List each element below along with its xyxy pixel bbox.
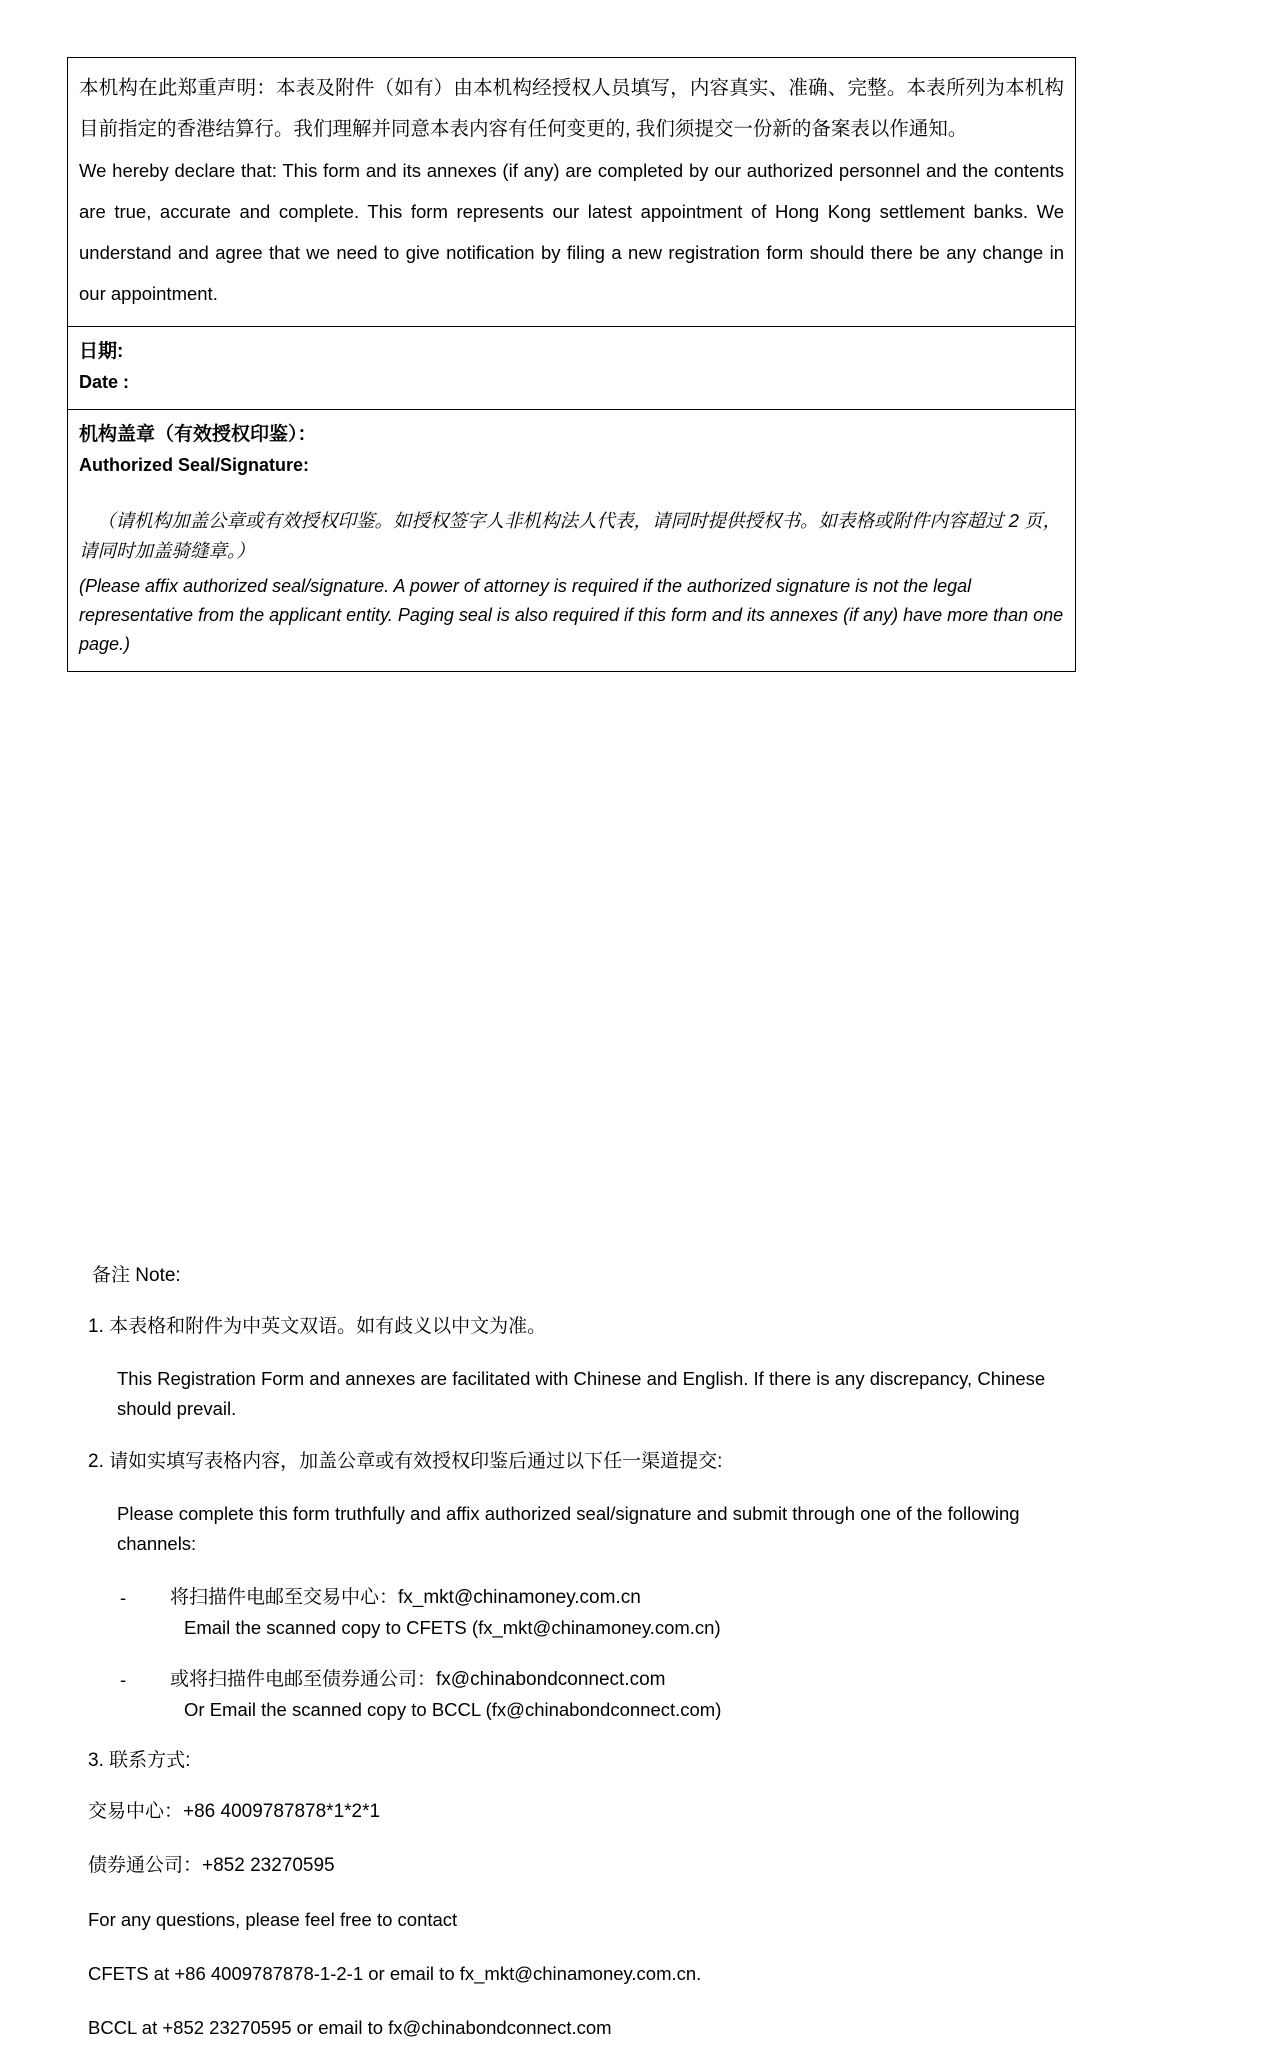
note-1-english-block (117, 1364, 1077, 1424)
channel-1-chinese: 将扫描件电邮至交易中心：fx_mkt@chinamoney.com.cn (170, 1587, 641, 1608)
submission-channel-item (120, 1583, 1077, 1643)
contact-cfets-phone-chinese: 交易中心：+86 4009787878*1*2*1 (88, 1801, 381, 1822)
date-cell[interactable] (68, 327, 1075, 409)
channel-1-english: Email the scanned copy to CFETS (fx_mkt@chinamoney.com.cn) (184, 1617, 721, 1638)
date-label-english: Date : (79, 372, 130, 392)
note-2-english: Please complete this form truthfully and affix authorized seal/signature and submit through one of the following channels: (117, 1503, 1020, 1554)
contact-cfets-english: CFETS at +86 4009787878-1-2-1 or email to fx_mkt@chinamoney.com.cn. (88, 1963, 702, 1984)
contact-bccl-phone-chinese: 债券通公司：+852 23270595 (88, 1855, 335, 1876)
seal-instruction-chinese: （请机构加盖公章或有效授权印鉴。如授权签字人非机构法人代表，请同时提供授权书。如表格或附件内容超过 2 页，请同时加盖骑缝章。） (79, 510, 1062, 561)
submission-channel-text (170, 1583, 1077, 1643)
contact-bccl-english: BCCL at +852 23270595 or email to fx@chinabondconnect.com (88, 2017, 612, 2038)
declaration-table (67, 57, 1076, 672)
seal-cell[interactable] (68, 410, 1075, 671)
declaration-row (68, 58, 1075, 327)
date-label-chinese: 日期: (79, 341, 124, 362)
seal-instruction-english: (Please affix authorized seal/signature. A power of attorney is required if the authorized signature is not the legal representative from the applicant entity. Paging seal is also required if this form and its annexes (if any) have more than one page.) (79, 576, 1064, 654)
notes-heading: 备注 Note: (92, 1265, 181, 1286)
declaration-english-text: We hereby declare that: This form and its annexes (if any) are completed by our authorized personnel and the contents are true, accurate and complete. This form represents our latest appointment of Hong Kong settlement banks. We understand and agree that we need to give notification by filing a new registration form should there be any change in our appointment. (79, 160, 1064, 304)
submission-channel-item (120, 1665, 1077, 1725)
note-2-english-block (117, 1499, 1077, 1559)
notes-section (67, 1262, 1077, 2068)
note-2-chinese: 2. 请如实填写表格内容，加盖公章或有效授权印鉴后通过以下任一渠道提交: (88, 1451, 723, 1472)
note-1-chinese: 1. 本表格和附件为中英文双语。如有歧义以中文为准。 (88, 1316, 547, 1337)
seal-label-chinese: 机构盖章（有效授权印鉴）： (79, 424, 317, 445)
note-1-english: This Registration Form and annexes are facilitated with Chinese and English. If there is any discrepancy, Chinese should prevail. (117, 1368, 1046, 1419)
dash-bullet-icon: - (120, 1587, 127, 1608)
seal-row (68, 410, 1075, 671)
contact-intro-english: For any questions, please feel free to contact (88, 1909, 458, 1930)
seal-label-english: Authorized Seal/Signature: (79, 455, 310, 475)
note-3-chinese: 3. 联系方式: (88, 1750, 191, 1771)
channel-2-chinese: 或将扫描件电邮至债券通公司：fx@chinabondconnect.com (170, 1669, 666, 1690)
submission-channel-text (170, 1665, 1077, 1725)
declaration-cell (68, 58, 1075, 326)
declaration-chinese-text: 本机构在此郑重声明：本表及附件（如有）由本机构经授权人员填写，内容真实、准确、完整。本表所列为本机构目前指定的香港结算行。我们理解并同意本表内容有任何变更的, 我们须提交一份新的备案表以作通知。 (79, 77, 1064, 140)
date-row (68, 327, 1075, 410)
dash-bullet-icon: - (120, 1669, 127, 1690)
channel-2-english: Or Email the scanned copy to BCCL (fx@chinabondconnect.com) (184, 1699, 722, 1720)
